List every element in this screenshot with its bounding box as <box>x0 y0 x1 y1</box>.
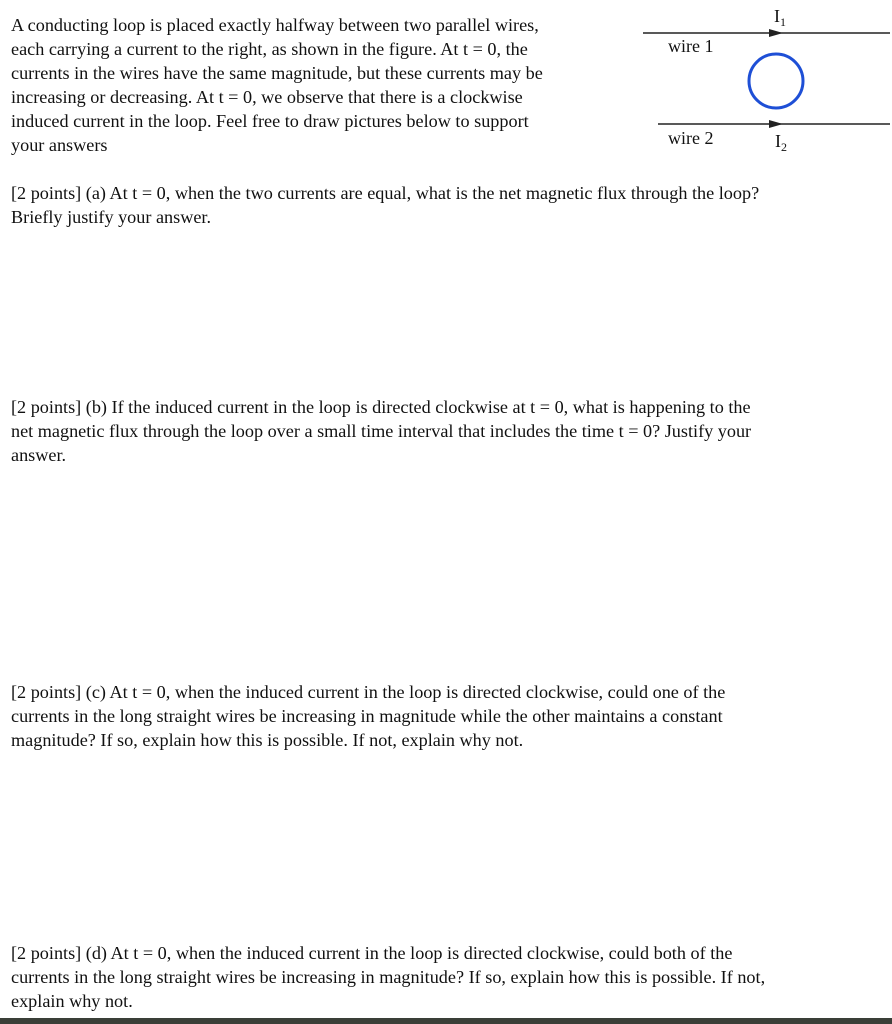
question-line: explain why not. <box>11 991 133 1011</box>
question-line: [2 points] (c) At t = 0, when the induced current in the loop is directed clockwise, could one of the <box>11 682 726 702</box>
question-line: [2 points] (d) At t = 0, when the induced current in the loop is directed clockwise, could both of the <box>11 943 733 963</box>
intro-line: your answers <box>11 135 108 155</box>
intro-line: each carrying a current to the right, as shown in the figure. At t = 0, the <box>11 39 528 59</box>
intro-line: currents in the wires have the same magnitude, but these currents may be <box>11 63 543 83</box>
question-line: net magnetic flux through the loop over a small time interval that includes the time t = 0? Justify your <box>11 421 752 441</box>
question-line: currents in the long straight wires be increasing in magnitude while the other maintains a constant <box>11 706 723 726</box>
question-c <box>11 680 725 752</box>
current-1-symbol: I <box>774 6 780 26</box>
intro-line: induced current in the loop. Feel free to draw pictures below to support <box>11 111 529 131</box>
intro-line: increasing or decreasing. At t = 0, we observe that there is a clockwise <box>11 87 523 107</box>
question-line: currents in the long straight wires be increasing in magnitude? If so, explain how this is possible. If not, <box>11 967 766 987</box>
bottom-edge-strip <box>0 1018 892 1024</box>
question-b <box>11 395 751 467</box>
current-1-subscript: 1 <box>780 15 786 29</box>
conducting-loop <box>749 54 803 108</box>
question-line: [2 points] (b) If the induced current in the loop is directed clockwise at t = 0, what is happening to the <box>11 397 751 417</box>
intro-line: A conducting loop is placed exactly halfway between two parallel wires, <box>11 15 539 35</box>
wires-loop-figure <box>0 0 892 170</box>
question-a <box>11 181 759 229</box>
current-2-label <box>775 131 787 157</box>
question-d <box>11 941 765 1013</box>
question-line: answer. <box>11 445 67 465</box>
wire-2-current-arrow <box>769 120 783 128</box>
question-line: Briefly justify your answer. <box>11 207 212 227</box>
wire-2-label: wire 2 <box>668 128 714 148</box>
current-2-subscript: 2 <box>781 140 787 154</box>
current-1-label <box>774 6 786 32</box>
current-2-symbol: I <box>775 131 781 151</box>
wire-1-label: wire 1 <box>668 36 714 56</box>
question-line: [2 points] (a) At t = 0, when the two currents are equal, what is the net magnetic flux through the loop? <box>11 183 760 203</box>
question-line: magnitude? If so, explain how this is possible. If not, explain why not. <box>11 730 524 750</box>
